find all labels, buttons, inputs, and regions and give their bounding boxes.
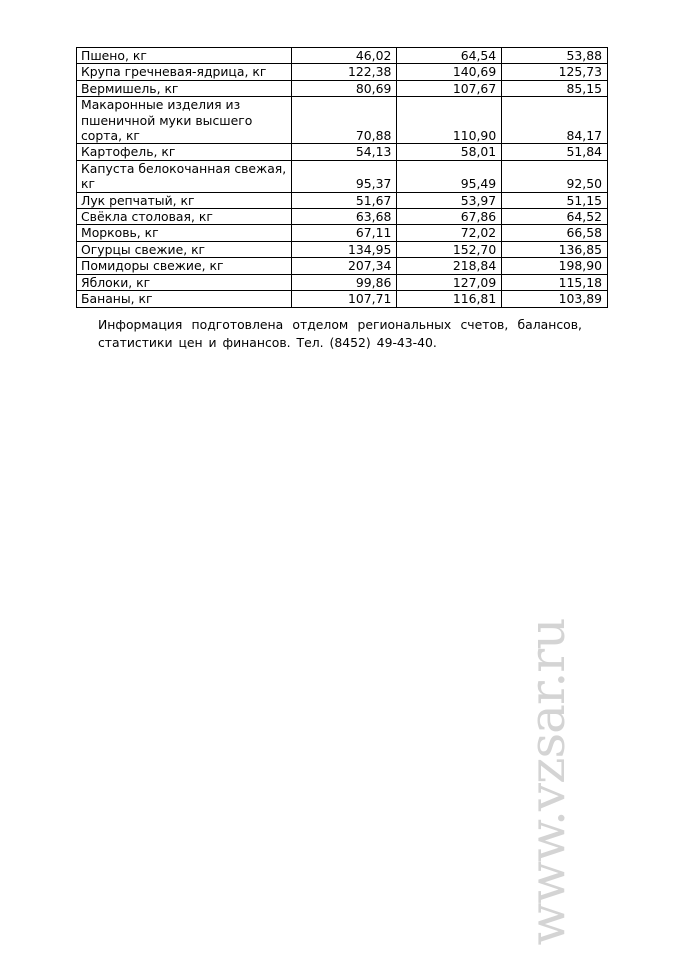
table-row bbox=[77, 80, 608, 96]
table-row bbox=[77, 258, 608, 274]
price-cell-2: 95,49 bbox=[397, 160, 502, 192]
price-cell-2: 127,09 bbox=[397, 274, 502, 290]
price-cell-3: 103,89 bbox=[502, 291, 608, 307]
table-row bbox=[77, 48, 608, 64]
price-cell-1: 207,34 bbox=[292, 258, 397, 274]
site-watermark: www.vzsar.ru bbox=[518, 618, 576, 946]
price-cell-1: 134,95 bbox=[292, 241, 397, 257]
table-row bbox=[77, 241, 608, 257]
table-row bbox=[77, 225, 608, 241]
product-name-cell: Бананы, кг bbox=[77, 291, 292, 307]
price-cell-3: 53,88 bbox=[502, 48, 608, 64]
product-name-cell: Морковь, кг bbox=[77, 225, 292, 241]
price-cell-3: 51,15 bbox=[502, 192, 608, 208]
price-cell-1: 122,38 bbox=[292, 64, 397, 80]
price-cell-3: 198,90 bbox=[502, 258, 608, 274]
price-cell-1: 95,37 bbox=[292, 160, 397, 192]
price-cell-1: 51,67 bbox=[292, 192, 397, 208]
price-cell-2: 218,84 bbox=[397, 258, 502, 274]
price-cell-2: 107,67 bbox=[397, 80, 502, 96]
price-cell-1: 46,02 bbox=[292, 48, 397, 64]
price-cell-3: 85,15 bbox=[502, 80, 608, 96]
price-table bbox=[76, 47, 608, 308]
product-name-cell: Яблоки, кг bbox=[77, 274, 292, 290]
price-cell-2: 53,97 bbox=[397, 192, 502, 208]
table-row bbox=[77, 192, 608, 208]
price-cell-2: 67,86 bbox=[397, 209, 502, 225]
price-cell-3: 115,18 bbox=[502, 274, 608, 290]
info-note: Информация подготовлена отделом региональных счетов, балансов, статистики цен и финансов. Тел. (8452) 49-43-40. bbox=[98, 317, 582, 350]
price-cell-1: 63,68 bbox=[292, 209, 397, 225]
price-cell-3: 92,50 bbox=[502, 160, 608, 192]
price-cell-1: 99,86 bbox=[292, 274, 397, 290]
product-name-cell: Пшено, кг bbox=[77, 48, 292, 64]
price-cell-2: 116,81 bbox=[397, 291, 502, 307]
table-row bbox=[77, 274, 608, 290]
product-name-cell: Крупа гречневая-ядрица, кг bbox=[77, 64, 292, 80]
table-row bbox=[77, 97, 608, 144]
price-cell-2: 64,54 bbox=[397, 48, 502, 64]
price-cell-3: 136,85 bbox=[502, 241, 608, 257]
price-cell-3: 84,17 bbox=[502, 97, 608, 144]
product-name-cell: Капуста белокочанная свежая, кг bbox=[77, 160, 292, 192]
price-cell-2: 110,90 bbox=[397, 97, 502, 144]
product-name-cell: Огурцы свежие, кг bbox=[77, 241, 292, 257]
product-name-cell: Картофель, кг bbox=[77, 144, 292, 160]
table-row bbox=[77, 160, 608, 192]
price-cell-2: 140,69 bbox=[397, 64, 502, 80]
price-cell-3: 64,52 bbox=[502, 209, 608, 225]
price-cell-1: 67,11 bbox=[292, 225, 397, 241]
table-row bbox=[77, 144, 608, 160]
table-row bbox=[77, 291, 608, 307]
product-name-cell: Свёкла столовая, кг bbox=[77, 209, 292, 225]
price-cell-2: 58,01 bbox=[397, 144, 502, 160]
price-cell-3: 66,58 bbox=[502, 225, 608, 241]
table-row bbox=[77, 64, 608, 80]
product-name-cell: Помидоры свежие, кг bbox=[77, 258, 292, 274]
price-table-body bbox=[77, 48, 608, 308]
price-cell-3: 125,73 bbox=[502, 64, 608, 80]
price-cell-1: 70,88 bbox=[292, 97, 397, 144]
product-name-cell: Лук репчатый, кг bbox=[77, 192, 292, 208]
price-cell-1: 54,13 bbox=[292, 144, 397, 160]
price-cell-3: 51,84 bbox=[502, 144, 608, 160]
price-cell-1: 107,71 bbox=[292, 291, 397, 307]
price-cell-1: 80,69 bbox=[292, 80, 397, 96]
price-cell-2: 152,70 bbox=[397, 241, 502, 257]
table-row bbox=[77, 209, 608, 225]
product-name-cell: Макаронные изделия из пшеничной муки высшего сорта, кг bbox=[77, 97, 292, 144]
product-name-cell: Вермишель, кг bbox=[77, 80, 292, 96]
price-cell-2: 72,02 bbox=[397, 225, 502, 241]
